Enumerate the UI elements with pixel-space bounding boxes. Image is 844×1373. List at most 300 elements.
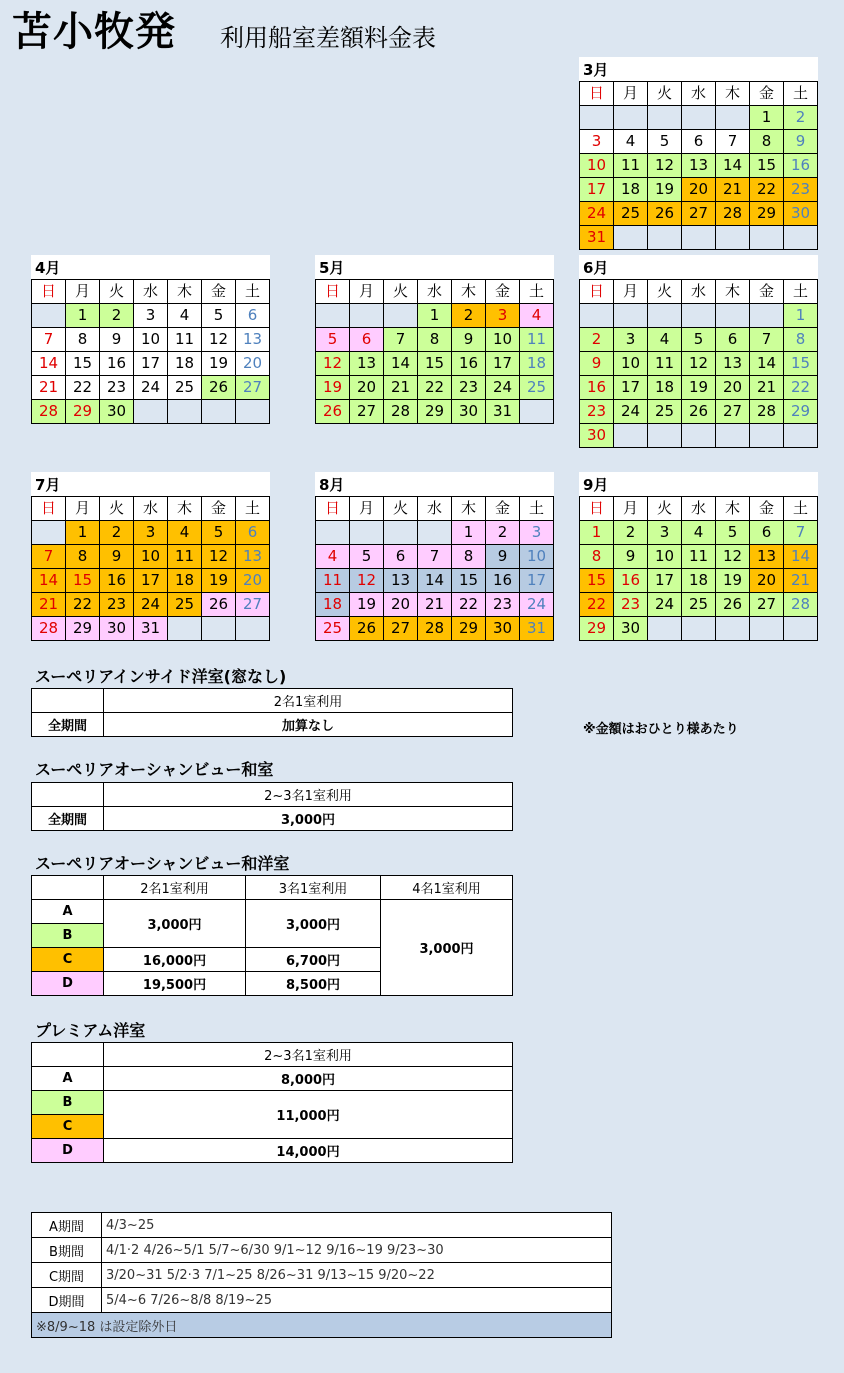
calendar-day: 18 [168,352,202,376]
price-value: 19,500円 [104,972,246,996]
calendar-day: 17 [614,376,648,400]
calendar-day: 20 [236,569,270,593]
section-title-superior-ocean-wayo: スーペリアオーシャンビュー和洋室 [35,854,290,873]
calendar-day: 18 [614,178,648,202]
weekday-header: 木 [452,497,486,521]
period-label-a: A [32,1067,104,1091]
column-header: 4名1室利用 [381,876,513,900]
calendar-day: 17 [648,569,682,593]
calendar-day: 11 [648,352,682,376]
calendar-day: 23 [784,178,818,202]
calendar-day: 21 [750,376,784,400]
price-table-superior-inside [31,688,513,737]
calendar-day: 22 [750,178,784,202]
calendar-empty-cell [682,106,716,130]
calendar-empty-cell [168,617,202,641]
calendar-day: 27 [750,593,784,617]
weekday-header: 金 [750,82,784,106]
calendar-day: 2 [100,521,134,545]
calendar-empty-cell [202,617,236,641]
note-per-person: ※金額はおひとり様あたり [583,722,739,737]
calendar-day: 3 [580,130,614,154]
calendar-day: 30 [784,202,818,226]
period-label-b: B [32,924,104,948]
calendar-empty-cell [614,106,648,130]
calendar-day: 13 [236,545,270,569]
calendar-day: 13 [236,328,270,352]
calendar-day: 26 [648,202,682,226]
calendar-day: 19 [202,569,236,593]
calendar-day: 15 [418,352,452,376]
calendar-empty-cell [236,400,270,424]
calendar-may [315,255,554,424]
period-label-d: D [32,972,104,996]
calendar-day: 19 [202,352,236,376]
calendar-day: 2 [100,304,134,328]
calendar-day: 7 [32,545,66,569]
calendar-day: 5 [202,304,236,328]
calendar-day: 6 [236,304,270,328]
calendar-empty-cell [32,304,66,328]
calendar-day: 3 [648,521,682,545]
calendar-day: 18 [316,593,350,617]
calendar-empty-cell [580,304,614,328]
column-header: 2~3名1室利用 [104,1043,513,1067]
calendar-empty-cell [682,226,716,250]
legend-value-b: 4/1·2 4/26~5/1 5/7~6/30 9/1~12 9/16~19 9/23~30 [102,1238,612,1263]
weekday-header: 木 [452,280,486,304]
weekday-header: 月 [614,280,648,304]
calendar-day: 6 [716,328,750,352]
calendar-day: 17 [134,569,168,593]
calendar-day: 5 [648,130,682,154]
calendar-day: 24 [648,593,682,617]
calendar-day: 22 [66,376,100,400]
calendar-day: 6 [682,130,716,154]
calendar-day: 1 [418,304,452,328]
period-label-c: C [32,1115,104,1139]
calendar-day: 8 [784,328,818,352]
calendar-day: 18 [520,352,554,376]
weekday-header: 水 [682,497,716,521]
empty-cell [32,783,104,807]
calendar-day: 22 [418,376,452,400]
legend-value-a: 4/3~25 [102,1213,612,1238]
calendar-day: 21 [32,376,66,400]
weekday-header: 土 [236,280,270,304]
calendar-empty-cell [784,424,818,448]
calendar-day: 12 [648,154,682,178]
calendar-day: 2 [580,328,614,352]
calendar-day: 10 [648,545,682,569]
calendar-day: 12 [682,352,716,376]
legend-value-d: 5/4~6 7/26~8/8 8/19~25 [102,1288,612,1313]
calendar-empty-cell [750,424,784,448]
price-table-premium [31,1042,513,1163]
calendar-day: 15 [580,569,614,593]
calendar-day: 26 [716,593,750,617]
calendar-day: 9 [100,328,134,352]
weekday-header: 火 [648,280,682,304]
calendar-day: 16 [100,569,134,593]
price-value: 14,000円 [104,1139,513,1163]
calendar-empty-cell [648,304,682,328]
calendar-day: 1 [66,521,100,545]
calendar-day: 9 [580,352,614,376]
calendar-grid [579,81,818,250]
calendar-day: 17 [580,178,614,202]
weekday-header: 月 [350,280,384,304]
section-title-premium: プレミアム洋室 [35,1021,146,1040]
calendar-day: 5 [316,328,350,352]
calendar-day: 18 [168,569,202,593]
calendar-day: 7 [750,328,784,352]
calendar-day: 16 [486,569,520,593]
calendar-day: 29 [452,617,486,641]
weekday-header: 土 [784,497,818,521]
price-table-superior-ocean-wayo [31,875,513,996]
calendar-day: 7 [784,521,818,545]
calendar-day: 20 [750,569,784,593]
calendar-empty-cell [316,304,350,328]
weekday-header: 木 [716,497,750,521]
calendar-day: 7 [418,545,452,569]
price-value: 8,500円 [246,972,381,996]
weekday-header: 日 [580,82,614,106]
calendar-day: 10 [520,545,554,569]
weekday-header: 日 [32,497,66,521]
calendar-day: 16 [784,154,818,178]
calendar-june [579,255,818,448]
calendar-april [31,255,270,424]
calendar-empty-cell [682,304,716,328]
calendar-grid [31,279,270,424]
calendar-empty-cell [316,521,350,545]
calendar-day: 21 [418,593,452,617]
weekday-header: 金 [202,280,236,304]
calendar-day: 21 [32,593,66,617]
weekday-header: 木 [168,497,202,521]
calendar-empty-cell [716,617,750,641]
weekday-header: 月 [66,497,100,521]
calendar-day: 8 [66,328,100,352]
calendar-day: 3 [520,521,554,545]
price-value: 加算なし [104,713,513,737]
calendar-empty-cell [32,521,66,545]
calendar-day: 1 [784,304,818,328]
calendar-day: 31 [520,617,554,641]
calendar-day: 29 [580,617,614,641]
column-header: 2名1室利用 [104,876,246,900]
calendar-day: 25 [648,400,682,424]
weekday-header: 水 [134,497,168,521]
calendar-day: 2 [614,521,648,545]
calendar-day: 24 [520,593,554,617]
weekday-header: 日 [32,280,66,304]
calendar-day: 12 [316,352,350,376]
calendar-day: 27 [384,617,418,641]
calendar-day: 30 [580,424,614,448]
calendar-day: 27 [236,376,270,400]
price-value: 3,000円 [381,900,513,996]
calendar-day: 8 [750,130,784,154]
calendar-day: 21 [716,178,750,202]
month-label: 7月 [31,472,270,496]
weekday-header: 火 [648,497,682,521]
calendar-day: 23 [614,593,648,617]
weekday-header: 火 [384,280,418,304]
calendar-day: 29 [66,400,100,424]
calendar-day: 10 [486,328,520,352]
price-value: 3,000円 [246,900,381,948]
calendar-day: 5 [350,545,384,569]
calendar-day: 14 [716,154,750,178]
calendar-day: 28 [418,617,452,641]
calendar-day: 11 [168,328,202,352]
calendar-day: 23 [452,376,486,400]
weekday-header: 日 [316,280,350,304]
weekday-header: 水 [682,280,716,304]
calendar-day: 20 [350,376,384,400]
weekday-header: 木 [716,280,750,304]
calendar-day: 31 [580,226,614,250]
weekday-header: 金 [202,497,236,521]
calendar-day: 6 [750,521,784,545]
price-value: 6,700円 [246,948,381,972]
calendar-day: 10 [614,352,648,376]
page-subtitle: 利用船室差額料金表 [220,24,436,52]
calendar-day: 5 [202,521,236,545]
calendar-day: 17 [486,352,520,376]
calendar-day: 23 [580,400,614,424]
calendar-day: 3 [134,304,168,328]
calendar-day: 5 [716,521,750,545]
month-label: 3月 [579,57,818,81]
calendar-day: 9 [486,545,520,569]
calendar-empty-cell [580,106,614,130]
calendar-empty-cell [168,400,202,424]
row-label: 全期間 [32,713,104,737]
weekday-header: 金 [750,280,784,304]
weekday-header: 水 [418,497,452,521]
calendar-empty-cell [648,617,682,641]
calendar-day: 17 [520,569,554,593]
calendar-day: 6 [350,328,384,352]
price-value: 8,000円 [104,1067,513,1091]
calendar-day: 20 [384,593,418,617]
calendar-day: 12 [202,328,236,352]
legend-label-a: A期間 [32,1213,102,1238]
calendar-day: 8 [452,545,486,569]
calendar-empty-cell [134,400,168,424]
calendar-day: 30 [100,617,134,641]
calendar-day: 2 [784,106,818,130]
calendar-day: 19 [716,569,750,593]
calendar-day: 25 [316,617,350,641]
calendar-day: 19 [682,376,716,400]
calendar-day: 16 [100,352,134,376]
calendar-day: 23 [100,593,134,617]
column-header: 2~3名1室利用 [104,783,513,807]
calendar-day: 2 [452,304,486,328]
calendar-day: 26 [316,400,350,424]
calendar-day: 30 [452,400,486,424]
calendar-day: 6 [384,545,418,569]
calendar-day: 1 [66,304,100,328]
calendar-grid [31,496,270,641]
calendar-day: 12 [350,569,384,593]
month-label: 5月 [315,255,554,279]
calendar-day: 12 [716,545,750,569]
calendar-empty-cell [520,400,554,424]
calendar-day: 10 [134,545,168,569]
calendar-day: 24 [134,376,168,400]
calendar-empty-cell [750,617,784,641]
calendar-day: 4 [520,304,554,328]
calendar-day: 16 [614,569,648,593]
calendar-day: 13 [750,545,784,569]
calendar-day: 12 [202,545,236,569]
price-table-superior-ocean-wa [31,782,513,831]
calendar-day: 26 [682,400,716,424]
calendar-day: 14 [784,545,818,569]
calendar-march [579,57,818,250]
calendar-empty-cell [750,304,784,328]
calendar-day: 3 [614,328,648,352]
calendar-day: 24 [134,593,168,617]
weekday-header: 土 [520,280,554,304]
weekday-header: 火 [100,497,134,521]
calendar-day: 7 [716,130,750,154]
weekday-header: 金 [486,497,520,521]
calendar-day: 22 [66,593,100,617]
weekday-header: 火 [100,280,134,304]
calendar-day: 3 [486,304,520,328]
calendar-day: 3 [134,521,168,545]
calendar-day: 28 [32,617,66,641]
calendar-day: 25 [682,593,716,617]
calendar-empty-cell [784,617,818,641]
weekday-header: 火 [648,82,682,106]
calendar-day: 24 [580,202,614,226]
calendar-day: 13 [716,352,750,376]
calendar-day: 9 [452,328,486,352]
calendar-day: 31 [486,400,520,424]
weekday-header: 火 [384,497,418,521]
legend-label-b: B期間 [32,1238,102,1263]
calendar-grid [579,279,818,448]
calendar-day: 29 [66,617,100,641]
calendar-empty-cell [350,521,384,545]
weekday-header: 日 [580,280,614,304]
calendar-grid [315,496,554,641]
weekday-header: 土 [784,82,818,106]
weekday-header: 水 [418,280,452,304]
calendar-empty-cell [682,424,716,448]
weekday-header: 月 [66,280,100,304]
calendar-day: 28 [750,400,784,424]
calendar-empty-cell [384,521,418,545]
calendar-day: 22 [580,593,614,617]
calendar-day: 25 [168,376,202,400]
price-value: 11,000円 [104,1091,513,1139]
calendar-day: 19 [648,178,682,202]
calendar-day: 11 [520,328,554,352]
calendar-day: 9 [614,545,648,569]
calendar-day: 5 [682,328,716,352]
calendar-day: 13 [350,352,384,376]
calendar-empty-cell [648,106,682,130]
calendar-day: 18 [648,376,682,400]
period-label-c: C [32,948,104,972]
calendar-july [31,472,270,641]
calendar-day: 27 [236,593,270,617]
calendar-day: 6 [236,521,270,545]
legend-label-d: D期間 [32,1288,102,1313]
calendar-day: 8 [66,545,100,569]
weekday-header: 月 [614,82,648,106]
calendar-day: 22 [784,376,818,400]
price-value: 3,000円 [104,900,246,948]
calendar-day: 4 [648,328,682,352]
calendar-day: 8 [580,545,614,569]
calendar-day: 7 [32,328,66,352]
weekday-header: 水 [134,280,168,304]
calendar-empty-cell [350,304,384,328]
calendar-empty-cell [384,304,418,328]
calendar-day: 23 [100,376,134,400]
calendar-day: 26 [202,376,236,400]
calendar-day: 4 [682,521,716,545]
calendar-day: 19 [350,593,384,617]
row-label: 全期間 [32,807,104,831]
calendar-empty-cell [418,521,452,545]
calendar-day: 14 [750,352,784,376]
month-label: 6月 [579,255,818,279]
calendar-day: 30 [614,617,648,641]
calendar-day: 13 [682,154,716,178]
calendar-empty-cell [716,424,750,448]
weekday-header: 月 [614,497,648,521]
calendar-day: 25 [168,593,202,617]
weekday-header: 土 [236,497,270,521]
calendar-day: 4 [614,130,648,154]
month-label: 8月 [315,472,554,496]
calendar-day: 25 [520,376,554,400]
calendar-day: 4 [168,304,202,328]
price-value: 3,000円 [104,807,513,831]
weekday-header: 水 [682,82,716,106]
weekday-header: 金 [486,280,520,304]
calendar-day: 28 [784,593,818,617]
calendar-empty-cell [716,106,750,130]
calendar-day: 15 [750,154,784,178]
calendar-day: 10 [134,328,168,352]
calendar-day: 20 [682,178,716,202]
weekday-header: 木 [716,82,750,106]
calendar-day: 26 [350,617,384,641]
calendar-day: 10 [580,154,614,178]
column-header: 3名1室利用 [246,876,381,900]
section-title-superior-ocean-wa: スーペリアオーシャンビュー和室 [35,760,274,779]
calendar-day: 16 [580,376,614,400]
calendar-day: 15 [66,352,100,376]
weekday-header: 金 [750,497,784,521]
calendar-grid [315,279,554,424]
calendar-day: 29 [418,400,452,424]
calendar-empty-cell [784,226,818,250]
calendar-empty-cell [614,226,648,250]
